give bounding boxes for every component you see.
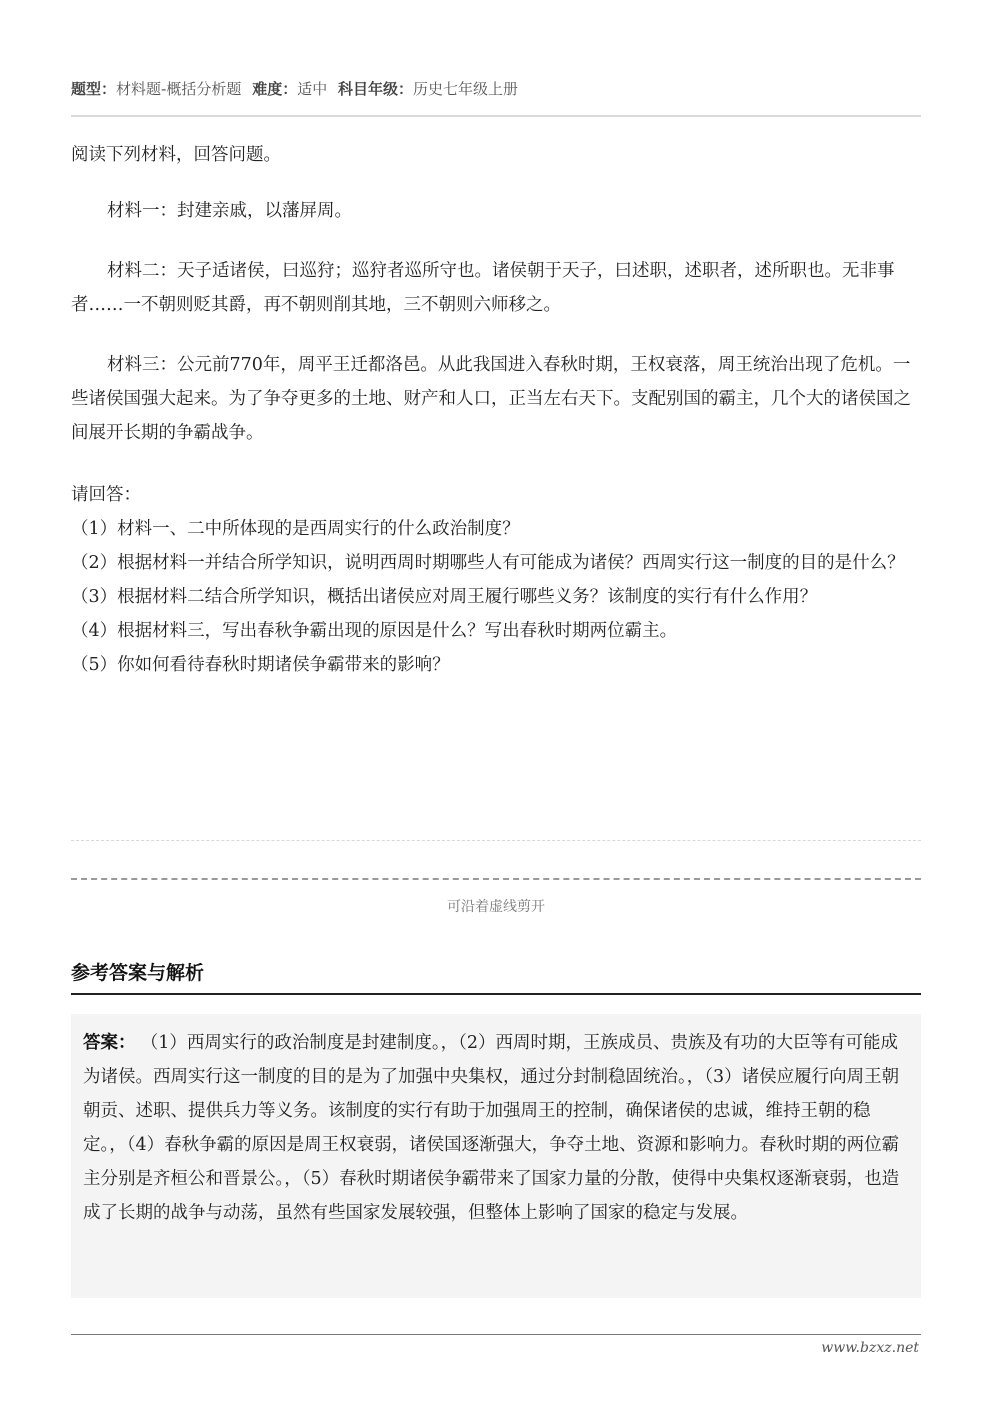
question-prompt: 请回答： <box>71 485 141 505</box>
material-1: 材料一：封建亲戚，以藩屏周。 <box>107 201 352 221</box>
question-item: （2）根据材料一并结合所学知识，说明西周时期哪些人有可能成为诸侯？西周实行这一制度的目的是什么？ <box>71 553 905 573</box>
answer-section-title: 参考答案与解析 <box>71 962 205 984</box>
question-list <box>71 478 921 682</box>
cut-line <box>71 878 921 880</box>
question-item: （4）根据材料三，写出春秋争霸出现的原因是什么？写出春秋时期两位霸主。 <box>71 621 678 641</box>
answer-text: （1）西周实行的政治制度是封建制度。，（2）西周时期，王族成员、贵族及有功的大臣等有可能成为诸侯。西周实行这一制度的目的是为了加强中央集权，通过分封制稳固统治。，（3）诸侯应履行向周王朝朝贡、述职、提供兵力等义务。该制度的实行有助于加强周王的控制，确保诸侯的忠诚，维持王朝的稳定。，（4）春秋争霸的原因是周王权衰弱，诸侯国逐渐强大，争夺土地、资源和影响力。春秋时期的两位霸主分别是齐桓公和晋景公。，（5）春秋时期诸侯争霸带来了国家力量的分散，使得中央集权逐渐衰弱，也造成了长期的战争与动荡，虽然有些国家发展较强，但整体上影响了国家的稳定与发展。 <box>83 1033 900 1223</box>
material-3: 材料三：公元前770年，周平王迁都洛邑。从此我国进入春秋时期，王权衰落，周王统治出现了危机。一些诸侯国强大起来。为了争夺更多的土地、财产和人口，正当左右天下。支配别国的霸主，几个大的诸侯国之间展开长期的争霸战争。 <box>71 355 911 443</box>
difficulty-label: 难度： <box>252 80 298 98</box>
footer-divider <box>71 1334 921 1335</box>
answer-box <box>71 1014 921 1298</box>
difficulty-value: 适中 <box>297 80 328 98</box>
meta-divider <box>71 115 921 117</box>
question-item: （1）材料一、二中所体现的是西周实行的什么政治制度？ <box>71 519 520 539</box>
type-value: 材料题-概括分析题 <box>116 80 242 98</box>
footer-url: www.bzxz.net <box>821 1340 919 1356</box>
subject-value: 历史七年级上册 <box>413 80 519 98</box>
question-item: （3）根据材料二结合所学知识，概括出诸侯应对周王履行哪些义务？该制度的实行有什么作用？ <box>71 587 818 607</box>
answer-label: 答案： <box>83 1033 136 1053</box>
type-label: 题型： <box>71 80 117 98</box>
question-meta <box>71 78 518 99</box>
subject-label: 科目年级： <box>338 80 414 98</box>
question-intro: 阅读下列材料，回答问题。 <box>71 145 281 165</box>
answer-title-divider <box>71 993 921 995</box>
cut-hint: 可沿着虚线剪开 <box>447 899 545 915</box>
light-dashed-line <box>71 840 921 841</box>
material-2: 材料二：天子适诸侯，曰巡狩；巡狩者巡所守也。诸侯朝于天子，曰述职，述职者，述所职也。无非事者……一不朝则贬其爵，再不朝则削其地，三不朝则六师移之。 <box>71 261 895 315</box>
question-item: （5）你如何看待春秋时期诸侯争霸带来的影响？ <box>71 655 450 675</box>
